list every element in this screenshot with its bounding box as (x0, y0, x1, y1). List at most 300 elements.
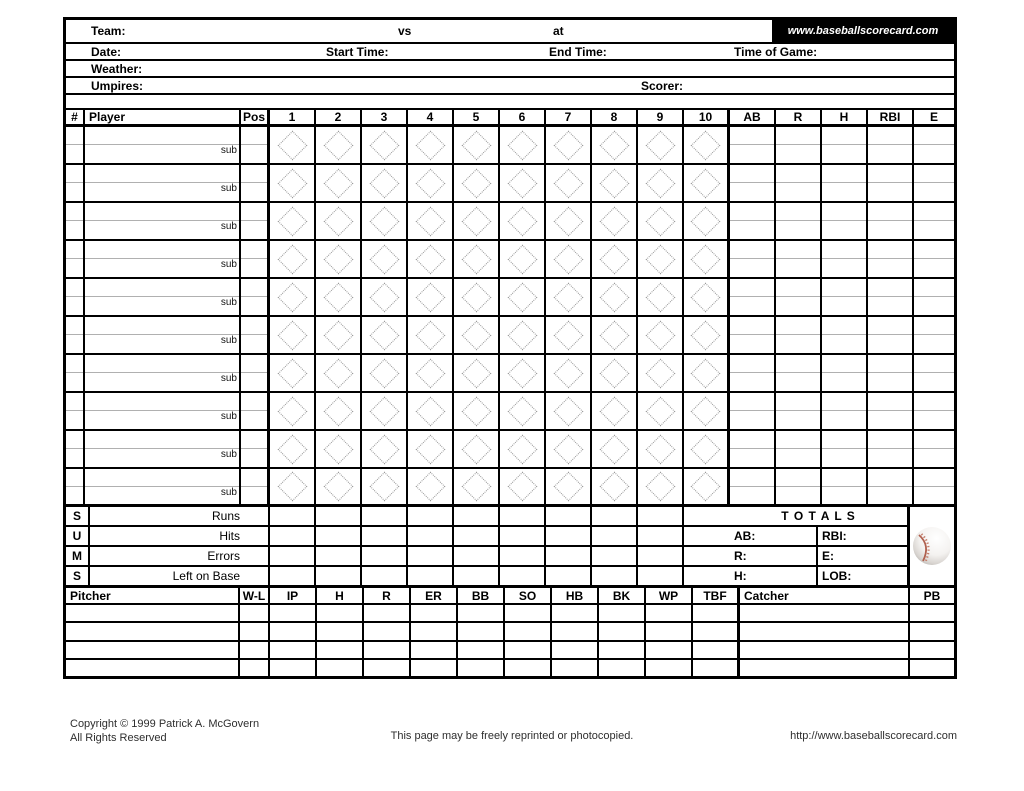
basepath-diamond-icon (507, 244, 537, 274)
basepath-diamond-icon (461, 472, 491, 502)
basepath-diamond-icon (553, 168, 583, 198)
inning-cell (270, 431, 316, 467)
player-name-cell (85, 317, 241, 353)
number-cell (66, 203, 85, 239)
col-bb: BB (458, 588, 505, 603)
sub-divider (868, 144, 912, 145)
basepath-diamond-icon (507, 320, 537, 350)
sub-divider (66, 144, 83, 145)
so-cell (505, 660, 552, 676)
ip-cell (270, 605, 317, 621)
inning-cell (638, 127, 684, 163)
sub-divider (85, 296, 239, 297)
sub-divider (730, 372, 774, 373)
basepath-diamond-icon (277, 130, 307, 160)
totals-e-label: E: (822, 549, 834, 563)
inning-cell (316, 431, 362, 467)
basepath-diamond-icon (645, 244, 675, 274)
basepath-diamond-icon (553, 358, 583, 388)
sub-divider (66, 220, 83, 221)
basepath-diamond-icon (691, 434, 721, 464)
r-cell (776, 241, 822, 277)
sub-divider (241, 182, 267, 183)
rbi-cell (868, 355, 914, 391)
e-cell (914, 127, 954, 163)
tbf-cell (693, 605, 740, 621)
sub-label: sub (220, 487, 237, 498)
basepath-diamond-icon (599, 282, 629, 312)
sub-divider (776, 486, 820, 487)
player-row (66, 165, 954, 203)
inning-cell (684, 469, 730, 504)
basepath-diamond-icon (645, 320, 675, 350)
sub-divider (241, 258, 267, 259)
h-cell (822, 431, 868, 467)
basepath-diamond-icon (553, 282, 583, 312)
inning-cell (408, 165, 454, 201)
sub-divider (241, 334, 267, 335)
sub-divider (776, 296, 820, 297)
pb-cell (910, 642, 954, 658)
sub-divider (66, 334, 83, 335)
totals-lob-label: LOB: (822, 569, 852, 583)
col-pr: R (364, 588, 411, 603)
ab-cell (730, 203, 776, 239)
basepath-diamond-icon (461, 320, 491, 350)
col-inning-1: 1 (270, 110, 316, 124)
sums-inning-cell (638, 547, 684, 565)
inning-cell (546, 241, 592, 277)
batting-grid (66, 127, 954, 507)
inning-cell (592, 469, 638, 504)
player-name-cell (85, 279, 241, 315)
reprint-note: This page may be freely reprinted or photocopied. (390, 730, 634, 742)
basepath-diamond-icon (461, 434, 491, 464)
player-name-cell (85, 127, 241, 163)
er-cell (411, 660, 458, 676)
inning-cell (546, 203, 592, 239)
sums-inning-cell (408, 507, 454, 525)
inning-cell (684, 165, 730, 201)
basepath-diamond-icon (323, 472, 353, 502)
col-inning-2: 2 (316, 110, 362, 124)
basepath-diamond-icon (415, 282, 445, 312)
inning-cell (592, 127, 638, 163)
sums-inning-cell (316, 507, 362, 525)
basepath-diamond-icon (553, 472, 583, 502)
basepath-diamond-icon (277, 206, 307, 236)
pitching-grid (66, 605, 954, 676)
so-cell (505, 642, 552, 658)
site-banner: www.baseballscorecard.com (772, 20, 954, 42)
sub-divider (822, 410, 866, 411)
sub-divider (776, 448, 820, 449)
e-cell (914, 279, 954, 315)
h-cell (317, 642, 364, 658)
umpires-label: Umpires: (91, 78, 144, 93)
inning-cell (270, 469, 316, 504)
basepath-diamond-icon (369, 396, 399, 426)
inning-cell (546, 469, 592, 504)
basepath-diamond-icon (277, 434, 307, 464)
sub-divider (241, 220, 267, 221)
grid-header (66, 108, 954, 127)
sub-divider (85, 144, 239, 145)
wp-cell (646, 605, 693, 621)
sub-divider (914, 296, 954, 297)
player-name-cell (85, 393, 241, 429)
r-cell (776, 279, 822, 315)
basepath-diamond-icon (415, 472, 445, 502)
sums-inning-cell (638, 507, 684, 525)
weather-row (66, 61, 954, 78)
sub-divider (776, 410, 820, 411)
col-ph: H (317, 588, 364, 603)
basepath-diamond-icon (277, 282, 307, 312)
sub-label: sub (220, 259, 237, 270)
player-row (66, 241, 954, 279)
sums-row (66, 527, 730, 547)
sub-label: sub (220, 297, 237, 308)
inning-cell (270, 241, 316, 277)
sub-divider (85, 334, 239, 335)
e-cell (914, 203, 954, 239)
basepath-diamond-icon (507, 396, 537, 426)
inning-cell (316, 469, 362, 504)
pitching-header (66, 585, 954, 605)
inning-cell (270, 127, 316, 163)
inning-cell (546, 279, 592, 315)
basepath-diamond-icon (461, 130, 491, 160)
basepath-diamond-icon (461, 282, 491, 312)
basepath-diamond-icon (599, 206, 629, 236)
sums-inning-cell (270, 567, 316, 585)
col-wl: W-L (240, 588, 270, 603)
sums-row (66, 547, 730, 567)
inning-cell (362, 317, 408, 353)
basepath-diamond-icon (415, 396, 445, 426)
sub-divider (66, 296, 83, 297)
sums-inning-cell (454, 527, 500, 545)
inning-cell (684, 317, 730, 353)
position-cell (241, 165, 270, 201)
ab-cell (730, 317, 776, 353)
position-cell (241, 469, 270, 504)
spacer (66, 95, 954, 108)
inning-cell (454, 279, 500, 315)
basepath-diamond-icon (415, 206, 445, 236)
r-cell (776, 165, 822, 201)
number-cell (66, 317, 85, 353)
sub-divider (776, 144, 820, 145)
player-row (66, 469, 954, 507)
hb-cell (552, 605, 599, 621)
sub-divider (822, 258, 866, 259)
col-e: E (929, 110, 938, 124)
basepath-diamond-icon (553, 244, 583, 274)
bb-cell (458, 605, 505, 621)
e-cell (914, 431, 954, 467)
basepath-diamond-icon (415, 130, 445, 160)
inning-cell (684, 279, 730, 315)
totals-row (730, 527, 907, 547)
sums-inning-cell (638, 527, 684, 545)
basepath-diamond-icon (323, 206, 353, 236)
catcher-name-cell (740, 623, 910, 639)
ab-cell (730, 279, 776, 315)
basepath-diamond-icon (645, 168, 675, 198)
col-pitcher: Pitcher (66, 588, 240, 603)
h-cell (822, 393, 868, 429)
player-row (66, 355, 954, 393)
basepath-diamond-icon (645, 206, 675, 236)
inning-cell (316, 203, 362, 239)
inning-cell (270, 355, 316, 391)
basepath-diamond-icon (415, 168, 445, 198)
pb-cell (910, 605, 954, 621)
basepath-diamond-icon (691, 130, 721, 160)
inning-cell (408, 317, 454, 353)
basepath-diamond-icon (691, 244, 721, 274)
basepath-diamond-icon (277, 320, 307, 350)
col-inning-8: 8 (592, 110, 638, 124)
r-cell (776, 355, 822, 391)
sub-divider (868, 334, 912, 335)
basepath-diamond-icon (553, 320, 583, 350)
sums-inning-cell (454, 507, 500, 525)
inning-cell (270, 165, 316, 201)
sums-inning-cell (684, 527, 730, 545)
weather-label: Weather: (91, 61, 143, 76)
sums-inning-cell (408, 567, 454, 585)
baseball-icon (912, 526, 952, 566)
sums-letter: U (66, 527, 90, 545)
player-name-cell (85, 241, 241, 277)
sub-divider (66, 448, 83, 449)
col-inning-5: 5 (454, 110, 500, 124)
sub-divider (241, 486, 267, 487)
inning-cell (546, 393, 592, 429)
so-cell (505, 623, 552, 639)
sums-inning-cell (316, 547, 362, 565)
h-cell (822, 279, 868, 315)
basepath-diamond-icon (645, 358, 675, 388)
scorecard (63, 17, 957, 679)
inning-cell (638, 469, 684, 504)
r-cell (776, 469, 822, 504)
r-cell (364, 642, 411, 658)
sub-divider (914, 258, 954, 259)
inning-cell (362, 355, 408, 391)
pitcher-row (66, 642, 954, 660)
rbi-cell (868, 241, 914, 277)
sub-divider (241, 372, 267, 373)
inning-cell (500, 355, 546, 391)
basepath-diamond-icon (277, 396, 307, 426)
basepath-diamond-icon (553, 396, 583, 426)
sums-inning-cell (684, 507, 730, 525)
date-row (66, 44, 954, 61)
inning-cell (592, 241, 638, 277)
so-cell (505, 605, 552, 621)
hb-cell (552, 642, 599, 658)
h-cell (822, 127, 868, 163)
col-inning-9: 9 (638, 110, 684, 124)
sums-inning-cell (546, 547, 592, 565)
ab-cell (730, 431, 776, 467)
team-row (66, 20, 954, 44)
at-label: at (553, 24, 564, 38)
inning-cell (500, 279, 546, 315)
basepath-diamond-icon (277, 472, 307, 502)
sub-divider (66, 372, 83, 373)
player-row (66, 203, 954, 241)
basepath-diamond-icon (599, 130, 629, 160)
col-h: H (822, 110, 868, 124)
inning-cell (408, 241, 454, 277)
sums-row-label: Runs (90, 507, 270, 525)
inning-cell (362, 241, 408, 277)
sub-divider (241, 410, 267, 411)
position-cell (241, 431, 270, 467)
sub-divider (85, 220, 239, 221)
catcher-name-cell (740, 605, 910, 621)
h-cell (822, 355, 868, 391)
er-cell (411, 605, 458, 621)
sums-inning-cell (362, 547, 408, 565)
sub-divider (85, 486, 239, 487)
basepath-diamond-icon (691, 282, 721, 312)
pitcher-row (66, 660, 954, 676)
basepath-diamond-icon (277, 168, 307, 198)
inning-cell (454, 127, 500, 163)
basepath-diamond-icon (369, 168, 399, 198)
basepath-diamond-icon (553, 206, 583, 236)
sums-letter: S (66, 567, 90, 585)
site-url: http://www.baseballscorecard.com (790, 730, 957, 742)
inning-cell (592, 317, 638, 353)
inning-cell (362, 431, 408, 467)
col-pos: Pos (241, 110, 270, 124)
sub-divider (822, 182, 866, 183)
r-cell (776, 317, 822, 353)
sub-divider (730, 486, 774, 487)
totals-ab-label: AB: (730, 527, 818, 545)
sums-inning-cell (362, 527, 408, 545)
sums-inning-cell (500, 547, 546, 565)
sub-label: sub (220, 411, 237, 422)
rbi-cell (868, 393, 914, 429)
sub-divider (730, 220, 774, 221)
er-cell (411, 623, 458, 639)
sub-divider (730, 334, 774, 335)
inning-cell (684, 203, 730, 239)
ab-cell (730, 469, 776, 504)
inning-cell (408, 279, 454, 315)
col-bk: BK (599, 588, 646, 603)
sub-divider (822, 334, 866, 335)
sub-divider (914, 182, 954, 183)
sub-divider (66, 410, 83, 411)
inning-cell (546, 127, 592, 163)
sub-divider (868, 182, 912, 183)
sums-grid (66, 507, 730, 585)
sums-inning-cell (546, 567, 592, 585)
basepath-diamond-icon (507, 472, 537, 502)
rbi-cell (868, 469, 914, 504)
player-row (66, 393, 954, 431)
inning-cell (500, 165, 546, 201)
h-cell (317, 605, 364, 621)
inning-cell (316, 393, 362, 429)
h-cell (822, 469, 868, 504)
umpires-row (66, 78, 954, 95)
inning-cell (454, 165, 500, 201)
inning-cell (592, 431, 638, 467)
sub-divider (868, 448, 912, 449)
r-cell (776, 431, 822, 467)
bb-cell (458, 660, 505, 676)
baseball-image (910, 507, 954, 585)
basepath-diamond-icon (323, 244, 353, 274)
basepath-diamond-icon (691, 358, 721, 388)
basepath-diamond-icon (691, 206, 721, 236)
wp-cell (646, 642, 693, 658)
inning-cell (316, 279, 362, 315)
sums-inning-cell (362, 507, 408, 525)
sums-inning-cell (362, 567, 408, 585)
hb-cell (552, 660, 599, 676)
col-inning-6: 6 (500, 110, 546, 124)
basepath-diamond-icon (415, 320, 445, 350)
sub-divider (241, 296, 267, 297)
inning-cell (408, 469, 454, 504)
inning-cell (638, 393, 684, 429)
col-tbf: TBF (693, 588, 740, 603)
inning-cell (362, 469, 408, 504)
sums-inning-cell (500, 527, 546, 545)
inning-cell (500, 393, 546, 429)
inning-cell (316, 317, 362, 353)
basepath-diamond-icon (323, 130, 353, 160)
scorer-label: Scorer: (641, 78, 684, 93)
sub-divider (776, 334, 820, 335)
sub-divider (914, 486, 954, 487)
pitcher-name-cell (66, 660, 240, 676)
basepath-diamond-icon (369, 358, 399, 388)
h-cell (317, 660, 364, 676)
ip-cell (270, 642, 317, 658)
number-cell (66, 279, 85, 315)
hb-cell (552, 623, 599, 639)
col-rbi: RBI (868, 110, 914, 124)
col-inning-10: 10 (684, 110, 730, 124)
h-cell (822, 317, 868, 353)
inning-cell (316, 127, 362, 163)
inning-cell (638, 203, 684, 239)
sub-label: sub (220, 373, 237, 384)
inning-cell (270, 203, 316, 239)
sub-divider (914, 448, 954, 449)
catcher-name-cell (740, 642, 910, 658)
time-of-game-label: Time of Game: (734, 44, 818, 59)
sums-row-label: Hits (90, 527, 270, 545)
inning-cell (408, 355, 454, 391)
basepath-diamond-icon (599, 244, 629, 274)
basepath-diamond-icon (553, 130, 583, 160)
inning-cell (316, 165, 362, 201)
pitcher-row (66, 605, 954, 623)
